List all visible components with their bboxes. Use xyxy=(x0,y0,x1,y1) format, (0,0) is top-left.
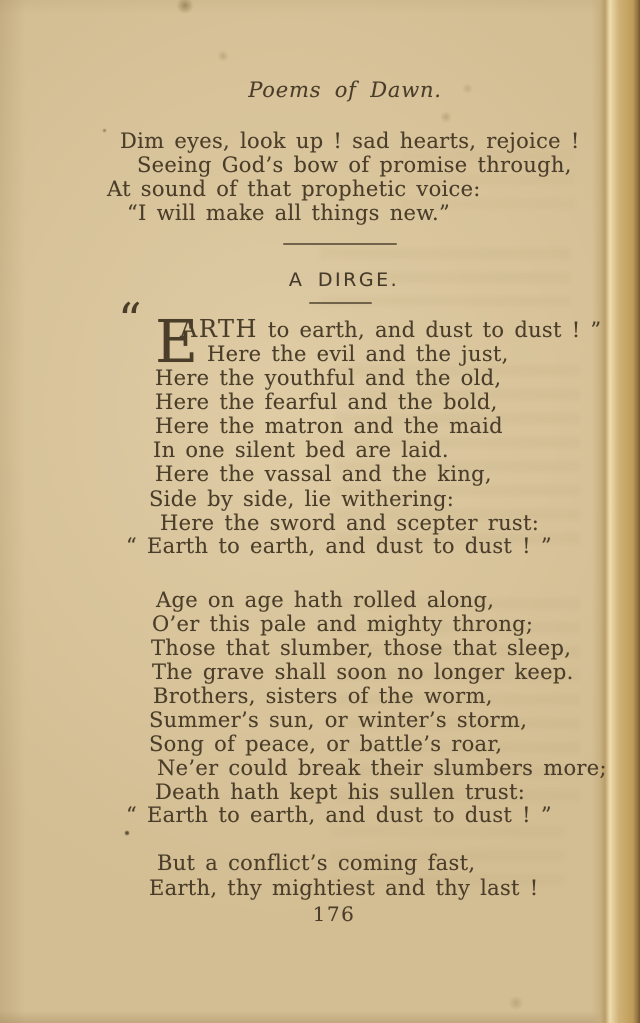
poem-line: “ Earth to earth, and dust to dust ! ” xyxy=(126,534,552,558)
poem-line: Here the youthful and the old, xyxy=(155,366,502,390)
opening-quote-mark: “ xyxy=(118,293,140,347)
paper-stain xyxy=(440,111,452,123)
poem-line: O’er this pale and mighty throng; xyxy=(152,612,534,636)
poem-line: In one silent bed are laid. xyxy=(153,438,449,462)
poem-line: Ne’er could break their slumbers more; xyxy=(157,756,607,780)
poem-title: A DIRGE. xyxy=(288,269,400,291)
paper-stain xyxy=(176,0,194,14)
poem-line: “ Earth to earth, and dust to dust ! ” xyxy=(126,803,552,827)
poem-line: Here the fearful and the bold, xyxy=(155,390,498,414)
poem-line: The grave shall soon no longer keep. xyxy=(152,660,574,684)
section-divider xyxy=(283,243,397,245)
drop-cap-letter: E xyxy=(155,307,199,376)
poem-line: Brothers, sisters of the worm, xyxy=(153,684,493,708)
poem-line: Summer’s sun, or winter’s storm, xyxy=(149,708,528,732)
poem-line: “I will make all things new.” xyxy=(127,201,451,225)
poem-line: Dim eyes, look up ! sad hearts, rejoice ! xyxy=(120,129,580,153)
paper-stain xyxy=(508,996,524,1010)
poem-line: Here the vassal and the king, xyxy=(155,462,492,486)
poem-line xyxy=(180,317,601,342)
paper-speck xyxy=(125,831,129,835)
poem-line: But a conflict’s coming fast, xyxy=(157,851,476,875)
first-word-caps: ARTH xyxy=(180,315,258,343)
paper-stain xyxy=(217,50,229,62)
poem-line: Here the matron and the maid xyxy=(155,414,503,438)
poem-line: Song of peace, or battle’s roar, xyxy=(149,732,503,756)
paper-stain xyxy=(462,83,473,94)
title-underline xyxy=(309,302,372,304)
first-line-rest: to earth, and dust to dust ! ” xyxy=(257,318,602,342)
running-header: Poems of Dawn. xyxy=(248,78,442,102)
poem-line: Seeing God’s bow of promise through, xyxy=(137,153,572,177)
poem-line: Earth, thy mightiest and thy last ! xyxy=(149,876,539,900)
page-number: 176 xyxy=(312,902,356,926)
poem-line: Here the sword and scepter rust: xyxy=(160,511,540,535)
poem-line: Side by side, lie withering: xyxy=(149,487,455,511)
poem-line: Death hath kept his sullen trust: xyxy=(155,780,526,804)
poem-line: At sound of that prophetic voice: xyxy=(107,177,481,201)
paper-speck xyxy=(103,129,106,132)
poem-line: Those that slumber, those that sleep, xyxy=(151,636,572,660)
poem-line: Here the evil and the just, xyxy=(207,342,509,366)
poem-line: Age on age hath rolled along, xyxy=(156,588,495,612)
